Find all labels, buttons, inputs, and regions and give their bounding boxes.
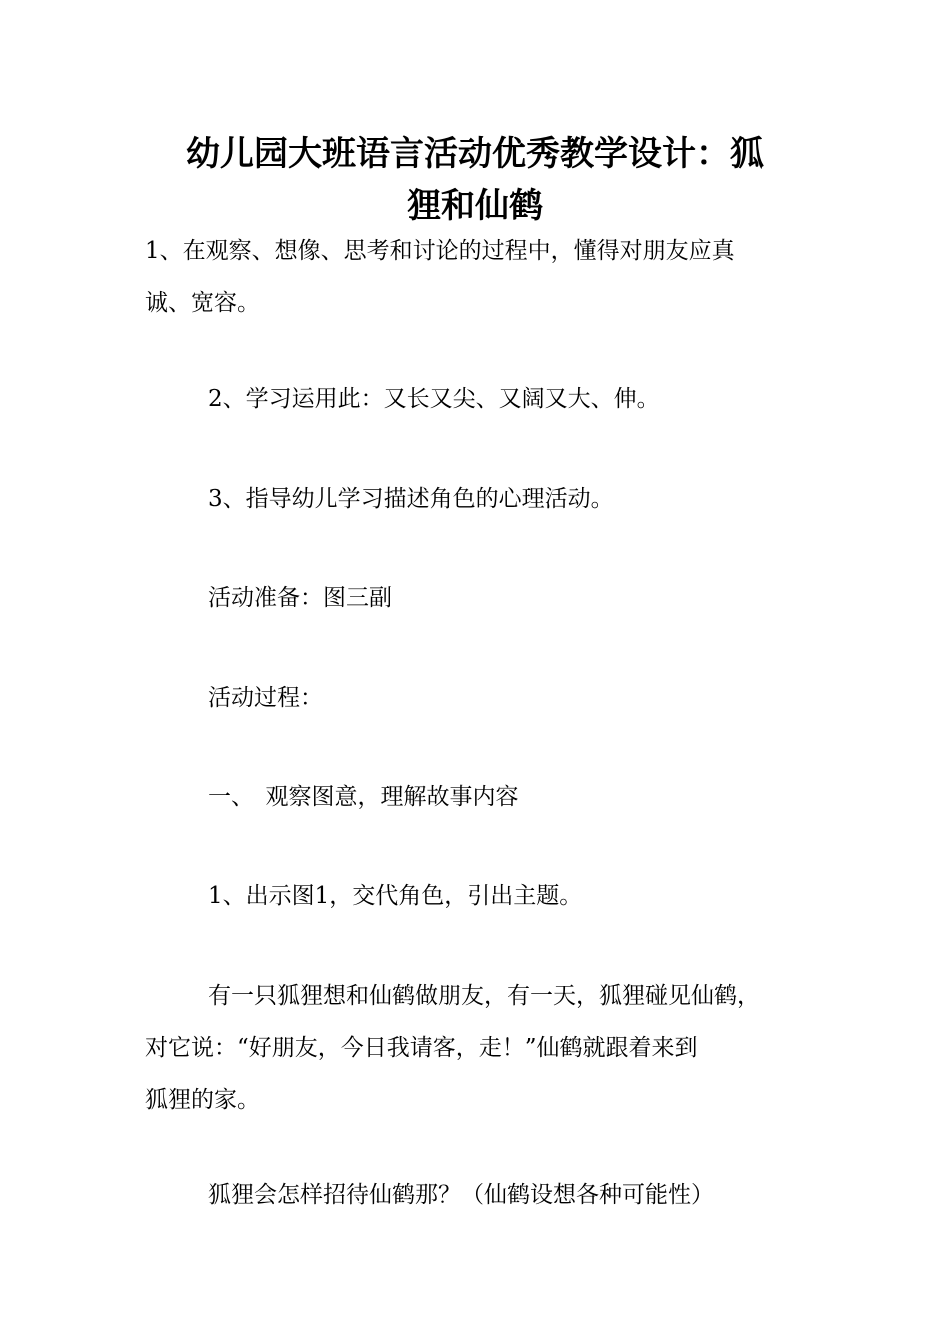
paragraph-line: 一、 观察图意，理解故事内容 bbox=[208, 784, 519, 810]
paragraph-line: 1、在观察、想像、思考和讨论的过程中，懂得对朋友应真 bbox=[145, 238, 735, 264]
paragraph-section-one bbox=[145, 771, 825, 823]
paragraph-step-1 bbox=[145, 870, 825, 922]
paragraph-line: 活动准备：图三副 bbox=[208, 585, 392, 611]
paragraph-line: 对它说：“好朋友，今日我请客，走！”仙鹤就跟着来到 bbox=[145, 1035, 698, 1061]
paragraph-line: 狐狸的家。 bbox=[145, 1087, 260, 1113]
paragraph-goal-2 bbox=[145, 373, 825, 425]
paragraph-line: 3、指导幼儿学习描述角色的心理活动。 bbox=[208, 486, 614, 512]
paragraph-line: 诚、宽容。 bbox=[145, 290, 260, 316]
title-line-2: 狸和仙鹤 bbox=[407, 186, 543, 226]
paragraph-line: 2、学习运用此：又长又尖、又阔又大、伸。 bbox=[208, 386, 660, 412]
paragraph-line: 有一只狐狸想和仙鹤做朋友，有一天，狐狸碰见仙鹤， bbox=[208, 983, 760, 1009]
paragraph-question bbox=[145, 1169, 825, 1221]
paragraph-story bbox=[145, 970, 825, 1126]
paragraph-process-heading bbox=[145, 672, 825, 724]
title-line-1: 幼儿园大班语言活动优秀教学设计：狐 bbox=[186, 134, 764, 174]
paragraph-line: 1、出示图1，交代角色，引出主题。 bbox=[208, 883, 583, 909]
paragraph-line: 狐狸会怎样招待仙鹤那？（仙鹤设想各种可能性） bbox=[208, 1182, 714, 1208]
document-title bbox=[140, 128, 810, 232]
paragraph-goal-3 bbox=[145, 473, 825, 525]
paragraph-preparation bbox=[145, 572, 825, 624]
paragraph-goal-1 bbox=[145, 225, 825, 329]
paragraph-line: 活动过程： bbox=[208, 685, 323, 711]
